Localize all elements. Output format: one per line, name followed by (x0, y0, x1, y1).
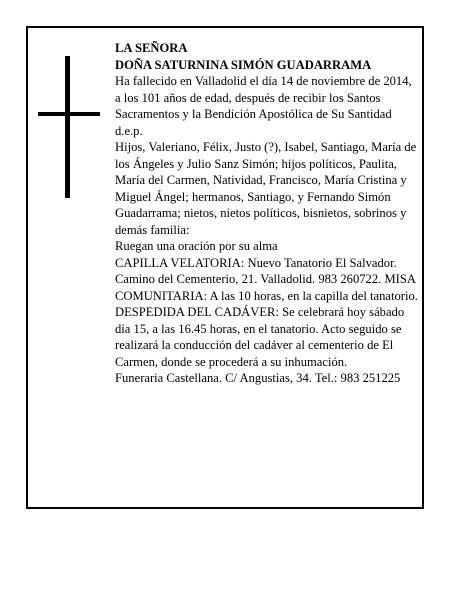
dep-line: d.e.p. (115, 123, 143, 138)
obituary-text (115, 40, 418, 387)
cross-vertical-bar (65, 56, 70, 198)
deceased-name: DOÑA SATURNINA SIMÓN GUADARRAMA (115, 57, 372, 72)
prayer-request: Ruegan una oración por su alma (115, 239, 278, 253)
farewell-info: DESPEDIDA DEL CADÁVER: Se celebrará hoy sábado día 15, a las 16.45 horas, en el tanatorio. Acto seguido se realizará la conducción del cadáver al cementerio de El Carmen, donde se procederá a su inhumación. (115, 305, 405, 369)
cross-icon (38, 56, 100, 198)
heading: LA SEÑORA (115, 41, 188, 55)
wake-info: CAPILLA VELATORIA: Nuevo Tanatorio El Salvador. Camino del Cementerio, 21. Valladolid. 983 260722. MISA COMUNITARIA: A las 10 horas, en la capilla del tanatorio. (115, 255, 418, 303)
cross-horizontal-bar (38, 112, 100, 116)
family-list: Hijos, Valeriano, Félix, Justo (?), Isabel, Santiago, María de los Ángeles y Julio Sanz Simón; hijos políticos, Paulita, María del Carmen, Natividad, Francisco, María Cristina y Miguel Ángel; hermanos, Santiago, y Fernando Simón Guadarrama; nietos, nietos políticos, bisnietos, sobrinos y demás familia: (115, 140, 417, 237)
funeral-home-info: Funeraria Castellana. C/ Angustias, 34. Tel.: 983 251225 (115, 371, 401, 385)
death-announcement: Ha fallecido en Valladolid el día 14 de noviembre de 2014, a los 101 años de edad, después de recibir los Santos Sacramentos y la Bendición Apostólica de Su Santidad (115, 74, 412, 121)
obituary-notice (26, 26, 424, 509)
